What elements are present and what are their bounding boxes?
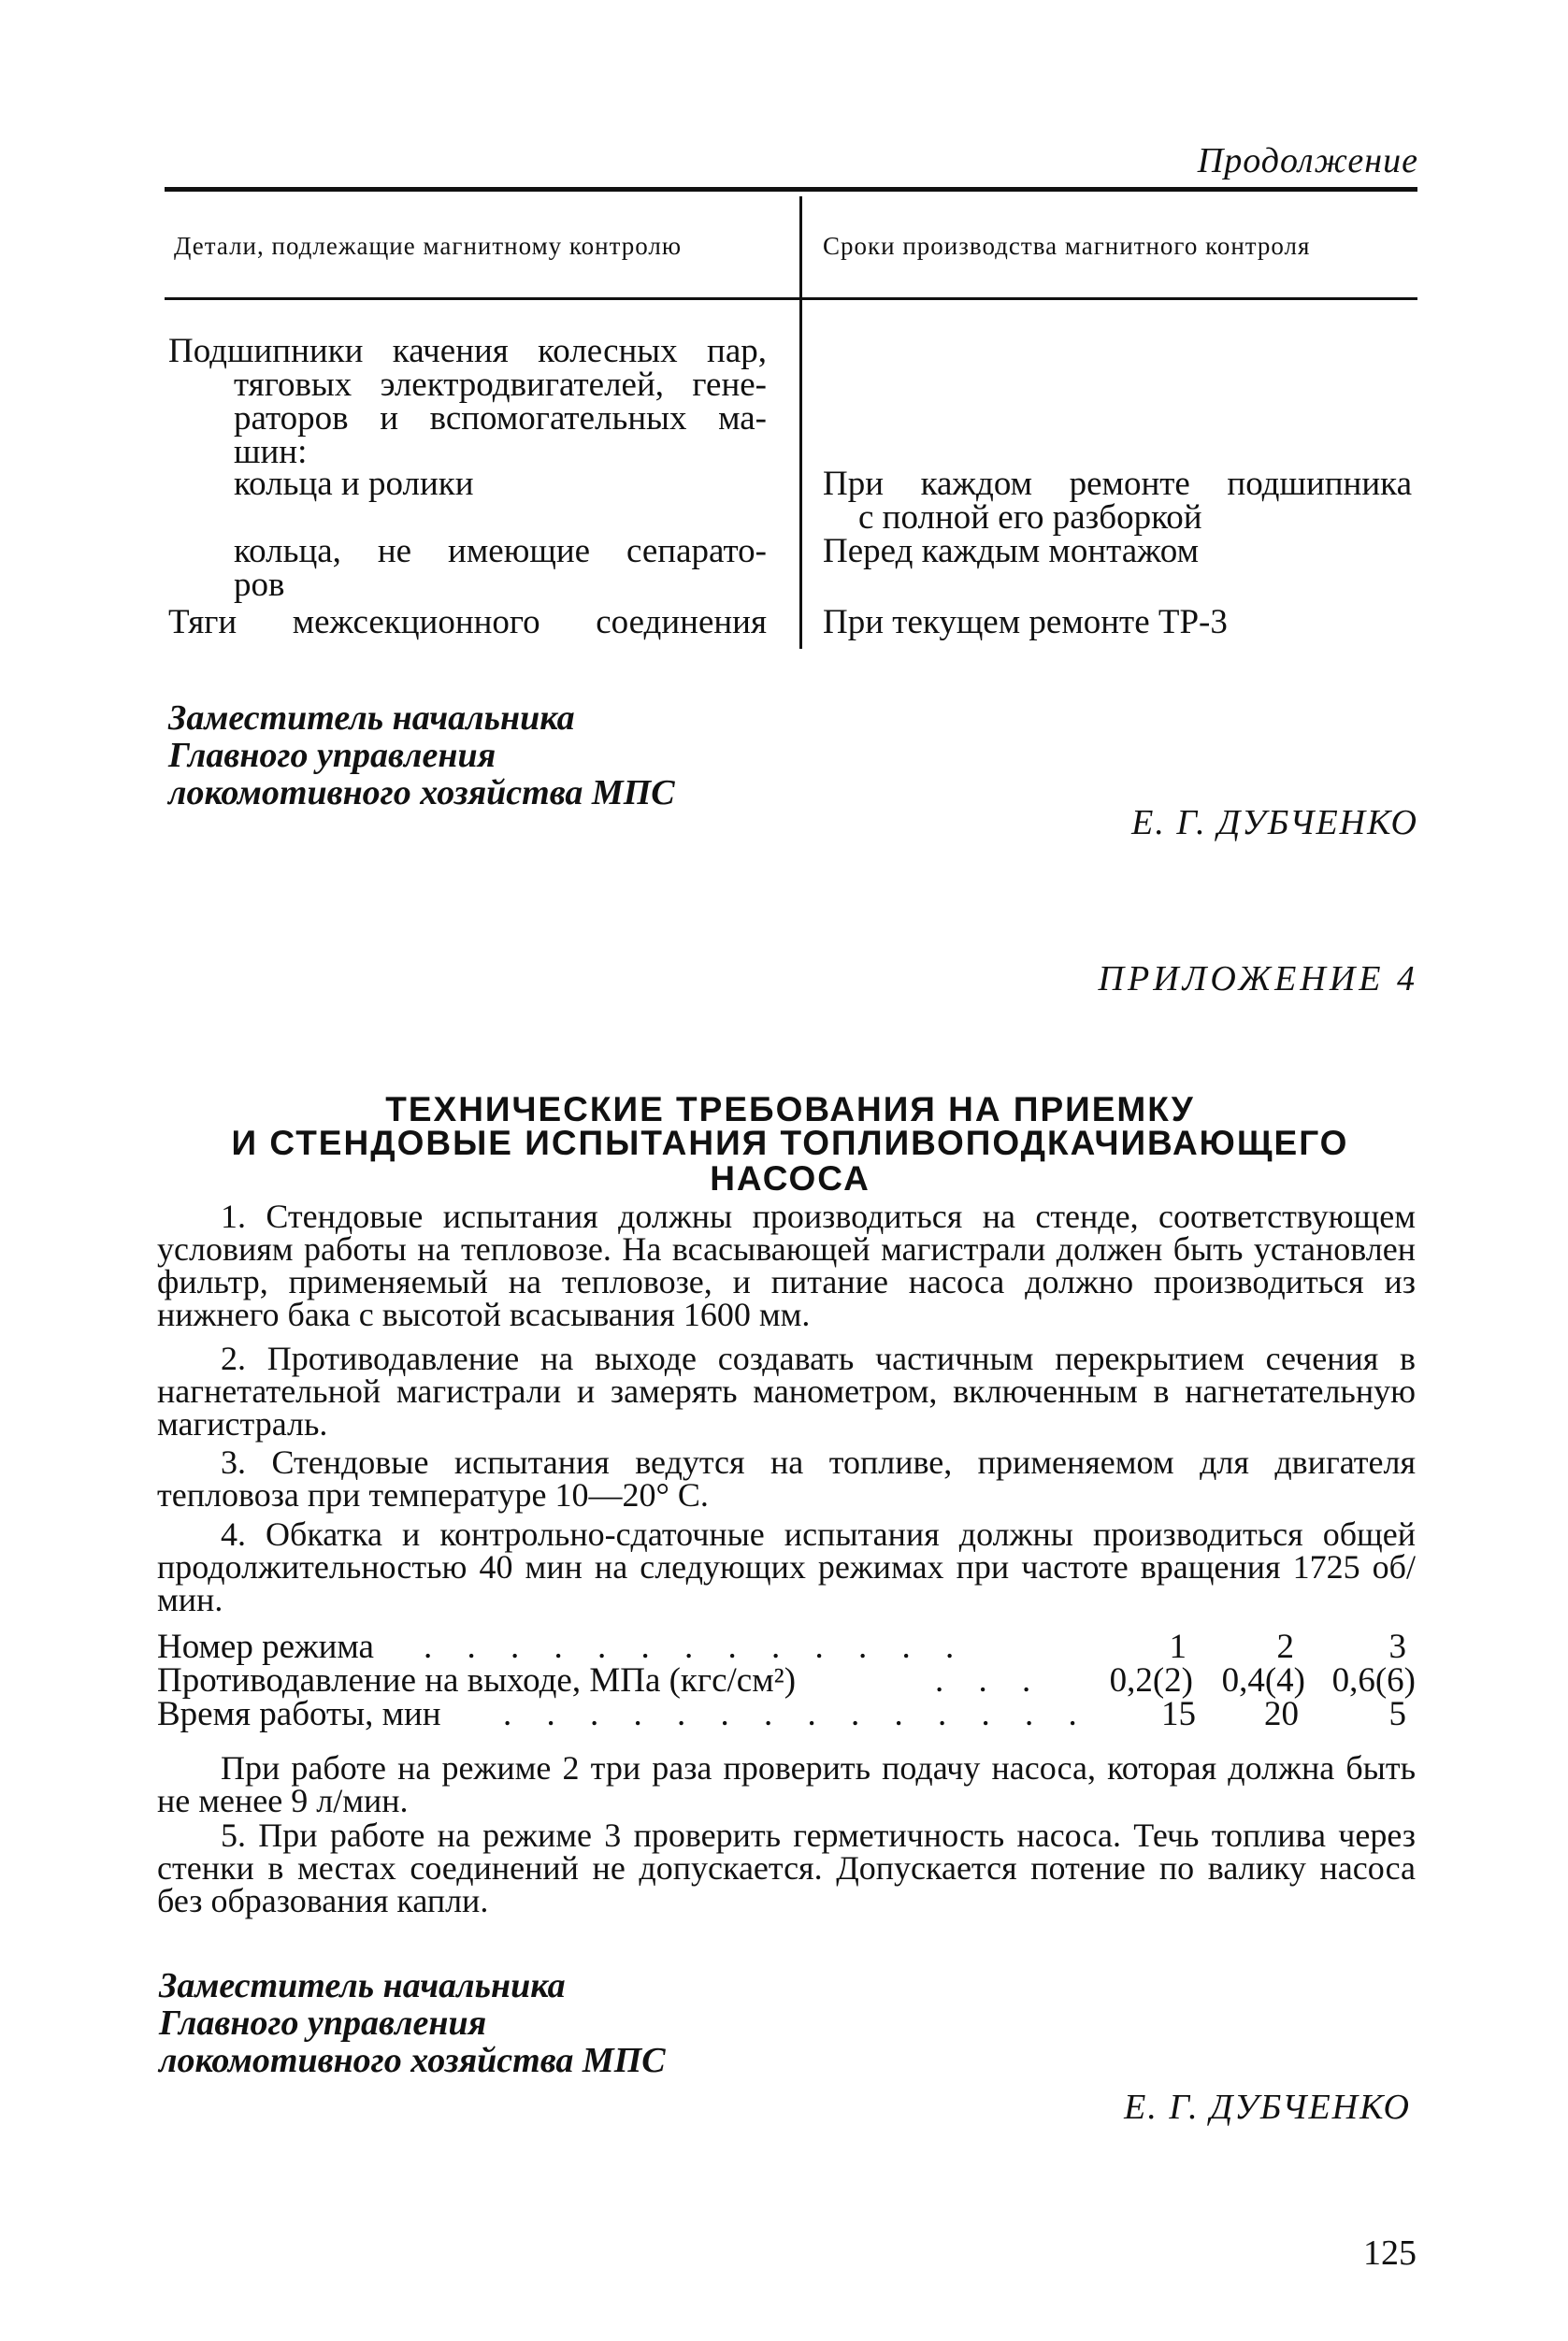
modes-row-number bbox=[157, 1630, 1416, 1664]
page-number: 125 bbox=[1363, 2233, 1417, 2273]
paragraph-5-text: При работе на режиме 2 три раза проверить подачу насоса, которая должна быть не менее 9 л/мин. bbox=[157, 1749, 1416, 1819]
paragraph-5 bbox=[157, 1749, 1416, 1819]
table-cell-rings-rollers-term-2: с полной его разборкой bbox=[858, 498, 1202, 537]
signature-1-name: Е. Г. ДУБЧЕНКО bbox=[1131, 803, 1418, 842]
paragraph-2 bbox=[157, 1340, 1416, 1443]
table-cell-rings-rollers: кольца и ролики bbox=[234, 465, 474, 503]
signature-2-name: Е. Г. ДУБЧЕНКО bbox=[1124, 2088, 1411, 2127]
paragraph-4 bbox=[157, 1515, 1416, 1618]
modes-row-pressure bbox=[157, 1661, 1416, 1700]
table-cell-rods-term: При текущем ремонте ТР-3 bbox=[823, 603, 1228, 641]
signature-2-title-2: Главного управления bbox=[159, 2003, 487, 2043]
modes-row-time bbox=[157, 1695, 1416, 1733]
paragraph-6 bbox=[157, 1819, 1416, 1917]
table-cell-rods: Тяги межсекционного соединения bbox=[168, 603, 767, 641]
table-cell-rings-nosep-2: ров bbox=[234, 566, 285, 604]
table-cell-rings-nosep-1: кольца, не имеющие сепарато- bbox=[234, 532, 767, 570]
leader-dots: . . . . . . . . . . . . . . bbox=[503, 1695, 1090, 1733]
paragraph-4-text: 4. Обкатка и контрольно-сдаточные испытания должны производиться общей продолжительностью 40 мин на следующих режимах при частоте вращения 1725 об/мин. bbox=[157, 1515, 1416, 1618]
modes-table bbox=[157, 1630, 1416, 1731]
modes-row-number-label: Номер режима bbox=[157, 1628, 374, 1666]
signature-1-title-3: локомотивного хозяйства МПС bbox=[168, 773, 675, 812]
modes-row-time-v1: 15 bbox=[1161, 1695, 1196, 1733]
table-cell-rings-nosep-term: Перед каждым монтажом bbox=[823, 532, 1200, 570]
table-header-terms: Сроки производства магнитного контроля bbox=[823, 232, 1311, 260]
signature-1-title-1: Заместитель начальника bbox=[168, 698, 575, 738]
table-cell-bearings-4: шин: bbox=[234, 433, 308, 471]
paragraph-1 bbox=[157, 1200, 1416, 1331]
modes-row-number-v1: 1 bbox=[1169, 1628, 1187, 1666]
appendix-title-1: ТЕХНИЧЕСКИЕ ТРЕБОВАНИЯ НА ПРИЕМКУ bbox=[385, 1090, 1195, 1128]
modes-row-pressure-v3: 0,6(6) bbox=[1331, 1661, 1416, 1700]
signature-2-title-1: Заместитель начальника bbox=[159, 1966, 566, 2005]
paragraph-2-text: 2. Противодавление на выходе создавать частичным перекрытием сечения в нагнетательной магистрали и замерять манометром, включенным в нагнетательную магистраль. bbox=[157, 1340, 1416, 1443]
appendix-title-2: И СТЕНДОВЫЕ ИСПЫТАНИЯ ТОПЛИВОПОДКАЧИВАЮЩЕГО НАСОСА bbox=[231, 1124, 1349, 1198]
signature-1-title-2: Главного управления bbox=[168, 736, 496, 775]
table-cell-bearings-1: Подшипники качения колесных пар, bbox=[168, 332, 767, 370]
table-header-details: Детали, подлежащие магнитному контролю bbox=[174, 232, 683, 260]
paragraph-3-text: 3. Стендовые испытания ведутся на топливе, применяемом для двигателя тепловоза при температуре 10—20° С. bbox=[157, 1443, 1416, 1514]
table-top-rule bbox=[165, 187, 1417, 192]
modes-row-time-v3: 5 bbox=[1388, 1695, 1406, 1733]
table-cell-bearings-2: тяговых электродвигателей, гене- bbox=[234, 366, 767, 404]
modes-row-pressure-v1: 0,2(2) bbox=[1109, 1661, 1193, 1700]
signature-2-title-3: локомотивного хозяйства МПС bbox=[159, 2041, 666, 2080]
modes-row-pressure-v2: 0,4(4) bbox=[1221, 1661, 1305, 1700]
paragraph-3 bbox=[157, 1443, 1416, 1514]
leader-dots: . . . . . . . . . . . . . bbox=[424, 1628, 968, 1666]
paragraph-1-text: 1. Стендовые испытания должны производиться на стенде, соответствующем условиям работы на тепловозе. На всасывающей магистрали должен быть установлен фильтр, применяемый на тепловозе, и питание насоса должно производиться из нижнего бака с высотой всасывания 1600 мм. bbox=[157, 1198, 1416, 1333]
table-header-rule bbox=[165, 297, 1417, 300]
table-column-divider bbox=[799, 196, 802, 649]
continuation-label: Продолжение bbox=[1197, 141, 1418, 180]
modes-row-time-v2: 20 bbox=[1264, 1695, 1299, 1733]
table-cell-bearings-3: раторов и вспомогательных ма- bbox=[234, 399, 767, 438]
modes-row-time-label: Время работы, мин bbox=[157, 1695, 441, 1733]
modes-row-number-v2: 2 bbox=[1276, 1628, 1294, 1666]
paragraph-6-text: 5. При работе на режиме 3 проверить герметичность насоса. Течь топлива через стенки в местах соединений не допускается. Допускается потение по валику насоса без образования капли. bbox=[157, 1817, 1416, 1919]
modes-row-number-v3: 3 bbox=[1388, 1628, 1406, 1666]
table-cell-rings-rollers-term-1: При каждом ремонте подшипника bbox=[823, 465, 1412, 503]
leader-dots: . . . bbox=[935, 1661, 1044, 1700]
modes-row-pressure-label: Противодавление на выходе, МПа (кгс/см²) bbox=[157, 1661, 797, 1700]
appendix-label: ПРИЛОЖЕНИЕ 4 bbox=[1098, 959, 1418, 998]
